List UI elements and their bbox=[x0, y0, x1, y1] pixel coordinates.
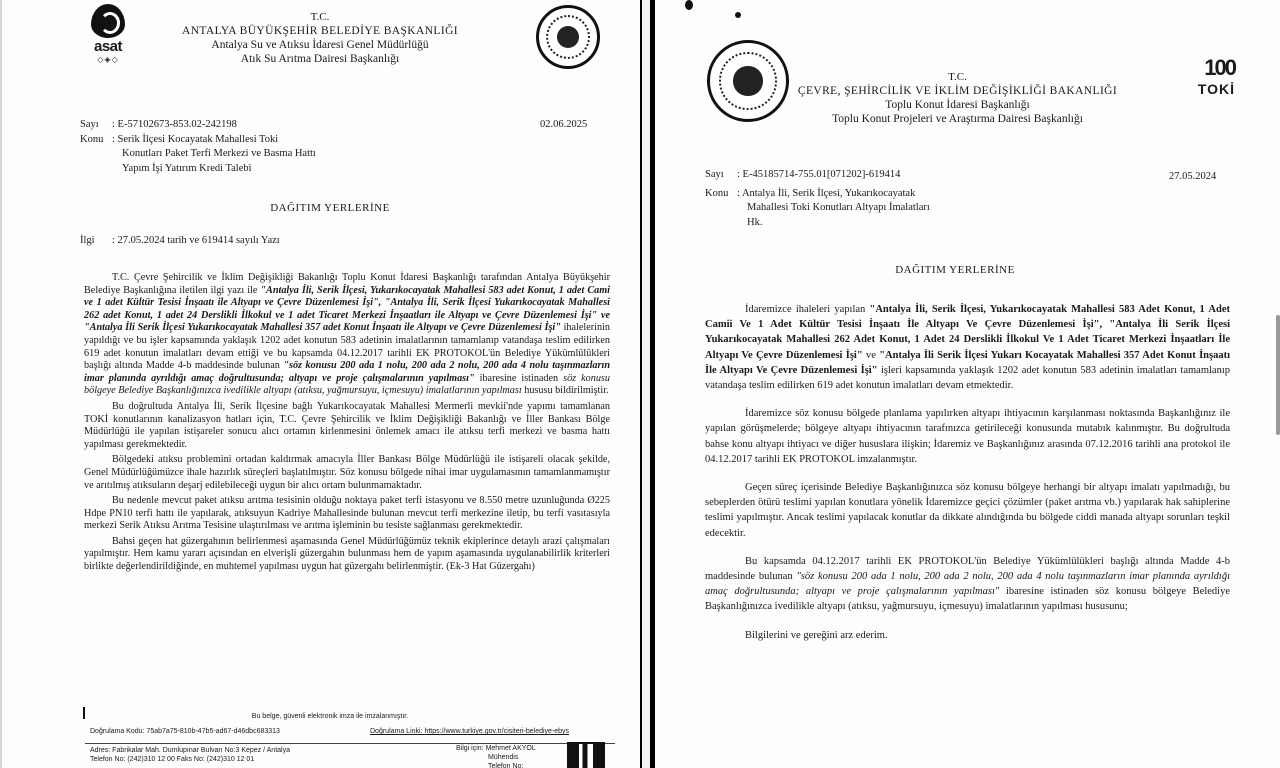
scan-speck bbox=[735, 12, 741, 18]
left-dept1: Antalya Su ve Atıksu İdaresi Genel Müdürlüğü bbox=[211, 39, 429, 51]
left-letterhead bbox=[170, 10, 470, 66]
contact-phone: Telefon No: bbox=[488, 763, 524, 768]
right-konu-label: Konu bbox=[705, 187, 729, 199]
right-body bbox=[705, 302, 1230, 656]
sayi-value: : E-57102673-853.02-242198 bbox=[112, 119, 237, 130]
right-document-page bbox=[655, 0, 1280, 768]
left-dept2: Atık Su Arıtma Dairesi Başkanlığı bbox=[240, 53, 400, 65]
ilgi-label: İlgi bbox=[80, 235, 95, 246]
left-paragraph-1: T.C. Çevre Şehircilik ve İklim Değişikliği Bakanlığı Toplu Konut İdaresi Başkanlığı tarafından Antalya Büyükşehir Belediye Başkanlığına iletilen ilgi yazı ile "Antalya İli, Serik İlçesi, Yukarıkocayatak Mahallesi 583 adet Konut, 1 adet Cami ve 1 adet Kültür Tesisi İnşaatı ile Altyapı ve Çevre Düzenlemesi İşi", "Antalya İli, Serik İlçesi Yukarıkocayatak Mahallesi 262 adet Konut, 1 adet 24 Derslikli İlkokul ve 1 adet Ticaret Merkezi İnşaatları ile Altyapı ve Çevre Düzenlemesi İşi" ve "Antalya İli Serik İlçesi Yukarıkocayatak Mahallesi 357 adet Konut İnşaatı ile Altyapı ve Çevre Düzenlemesi İşi" ihalelerinin yapıldığı ve bu işler kapsamında yaklaşık 1202 adet konutun 583 adetinin imalatlarının tamamlanıp vatandaşa teslim edilirken 619 adet konutun imalatları devam ettiği ve bu kapsamda 04.12.2017 tarihli EK PROTOKOL'ün Belediye Yükümlülükleri başlığı altında Madde 4-b maddesinde bulunan "söz konusu 200 ada 1 nolu, 200 ada 2 nolu, 200 ada 4 nolu taşınmazların imar planında ayrıldığı amaç doğrultusunda; altyapı ve proje çalışmalarının yapılması" ibaresine istinaden söz konusu bölgeye Belediye Başkanlığınızca ivedilikle altyapı (atıksu, yağmursuyu, içmesuyu) imalatlarının yapılması hususu bildirilmiştir. bbox=[84, 272, 610, 397]
left-paragraph-5: Bahsi geçen hat güzergahının belirlenmesi aşamasında Genel Müdürlüğümüz teknik ekiplerince detaylı arazi çalışmaları yapılmıştır. Hem kamu yararı açısından en elverişli güzergahın bulunması hem de yapım aşamasında uygulanabilirlik kriterleri birlikte değerlendirildiğinde, en muhtemel yapılması uygun hat güzergahı belirlenmiştir. (Ek-3 Hat Güzergahı) bbox=[84, 535, 610, 573]
ilgi-value: : 27.05.2024 tarih ve 619414 sayılı Yazı bbox=[112, 235, 280, 246]
right-konu-line1: : Antalya İli, Serik İlçesi, Yukarıkocayatak bbox=[737, 187, 916, 199]
right-tc: T.C. bbox=[948, 71, 967, 83]
footer-address bbox=[90, 746, 290, 764]
left-tc: T.C. bbox=[310, 11, 330, 23]
right-paragraph-4: Bu kapsamda 04.12.2017 tarihli EK PROTOKOL'ün Belediye Yükümlülükleri başlığı altında Madde 4-b maddesinde bulunan "söz konusu 200 ada 1 nolu, 200 ada 2 nolu, 200 ada 4 nolu taşınmazların imar planında ayrıldığı amaç doğrultusunda; altyapı ve proje çalışmalarının yapılması" ibaresine istinaden söz konusu bölgeye Belediye Başkanlığınızca ivedilikle altyapı (atıksu, yağmursuyu, içmesuyu) imalatlarının yapılması hususunu; bbox=[705, 555, 1231, 613]
konu-line1: : Serik İlçesi Kocayatak Mahallesi Toki bbox=[112, 133, 279, 145]
left-paragraph-4: Bu nedenle mevcut paket atıksu arıtma tesisinin olduğu noktaya paket terfi istasyonu ve 8.550 metre uzunluğunda Ø225 Hdpe PN10 terfi hattı ile yapılarak, atıksuyun Kadriye Mahallesinde bulunan mevcut terfi merkezine iletip, bu terfi vasıtasıyla merkezi Serik Atıksu Arıtma Tesisine ulaştırılması ve arıtma işleminin bu tesiste sağlanması gerekmektedir. bbox=[84, 495, 610, 532]
water-drop-icon bbox=[91, 4, 125, 38]
footer-phone-line: Telefon No: (242)310 12 00 Faks No: (242)310 12 01 bbox=[90, 756, 255, 763]
scan-speck bbox=[685, 0, 693, 10]
right-sayi-label: Sayı bbox=[705, 169, 724, 180]
contact-title: Mühendis bbox=[488, 754, 519, 761]
toki-wordmark: TOKİ bbox=[1197, 81, 1235, 97]
ministry-seal-icon bbox=[707, 40, 789, 122]
left-paragraph-3: Bölgedeki atıksu problemini ortadan kaldırmak amacıyla İller Bankası Bölge Müdürlüğü ile istişareli olacak şekilde, Genel Müdürlüğümüzce ihale hazırlık süreçleri başlatılmıştır. Söz konusu bölgede nihai imar uygulamasının tamamlanmamıştır ve arıtılmış atıksuların deşarj edilebileceği uygun bir alıcı ortam bulunmamaktadır. bbox=[84, 454, 610, 491]
asat-wordmark: asat bbox=[93, 38, 123, 55]
right-dept1: Toplu Konut İdaresi Başkanlığı bbox=[885, 99, 1030, 111]
margin-mark bbox=[83, 707, 85, 719]
sayi-label: Sayı bbox=[80, 119, 99, 130]
konu-line2: Konutları Paket Terfi Merkezi ve Basma Hattı bbox=[122, 148, 316, 159]
right-paragraph-2: İdaremizce söz konusu bölgede planlama yapılırken altyapı ihtiyacının karşılanması noktasında Başkanlığınız ile yapılan görüşmelerde; bölgeye altyapı ihtiyacının tarafınızca getirileceği konusunda mutabık kalınmıştır. Bu doğrultuda bahse konu altyapı ihtiyacı ve diğer hususlara ilişkin; İdaremiz ve Başkanlığınız arasında 07.12.2016 tarihli ana protokol ile 04.12.2017 tarihli EK PROTOKOL imzalanmıştır. bbox=[705, 408, 1230, 465]
footer-contact bbox=[456, 744, 536, 768]
seal-icon bbox=[536, 5, 600, 69]
right-paragraph-1: İdaremizce ihaleleri yapılan "Antalya İli, Serik İlçesi, Yukarıkocayatak Mahallesi 583 Adet Konut, 1 Adet Camii Ve 1 Adet Kültür Tesisi İnşaatı İle Altyapı Ve Çevre Düzenlemesi İşi", "Antalya İli Serik İlçesi Yukarıkocayatak Mahallesi 262 Adet Konut, 1 Adet 24 Derslikli İlkokul Ve 1 Adet Ticaret Merkezi İnşaatları İle Altyapı Ve Çevre Düzenlemesi İşi" ve "Antalya İli Serik İlçesi Yukarı Kocayatak Mahallesi 357 Adet Konut İnşaatı İle Altyapı Ve Çevre Düzenlemesi İşi" işleri kapsamında yaklaşık 1202 adet konutun 583 adetinin imalatları tamamlanıp vatandaşa teslim edilirken 619 adet konutun imalatları devam etmektedir. bbox=[705, 304, 1230, 392]
contact-person: Bilgi için: Mehmet AKYOL bbox=[456, 745, 536, 752]
right-letterhead bbox=[780, 70, 1135, 126]
right-ministry: ÇEVRE, ŞEHİRCİLİK VE İKLİM DEĞİŞİKLİĞİ BAKANLIĞI bbox=[797, 85, 1118, 97]
family-year-seal bbox=[535, 5, 601, 69]
verify-code: Doğrulama Kodu: 75ab7a75-810b-47b5-ad67-d46dbc683313 bbox=[90, 728, 280, 735]
asat-ornament: ◇◈◇ bbox=[97, 55, 119, 64]
left-paragraph-2: Bu doğrultuda Antalya İli, Serik İlçesine bağlı Yukarıkocayatak Mahallesi Mermerli mevkii'nde yapımı tamamlanan TOKİ konutlarının kanalizasyon hatları için, T.C. Çevre Şehircilik ve İklim Değişikliği Bakanlığı ve İller Bankası Bölge Müdürlüğü ile yapılan istişareler sonucu alıcı ortamın kirlenmesini önlemek amacı ile atıksu terfi merkezi ve basma hattı yapılması gerekmektedir. bbox=[84, 400, 610, 450]
right-date: 27.05.2024 bbox=[1169, 171, 1217, 182]
qr-code-icon bbox=[567, 742, 605, 768]
right-sayi-value: : E-45185714-755.01[071202]-619414 bbox=[737, 169, 901, 180]
ministry-seal bbox=[707, 40, 787, 122]
konu-line3: Yapım İşi Yatırım Kredi Talebi bbox=[122, 162, 252, 174]
right-konu-line3: Hk. bbox=[747, 216, 763, 228]
right-closing: Bilgilerini ve gereğini arz ederim. bbox=[745, 629, 888, 641]
left-date: 02.06.2025 bbox=[540, 119, 588, 130]
page-divider bbox=[640, 0, 655, 768]
right-distribution-heading: DAĞITIM YERLERİNE bbox=[895, 264, 1015, 276]
footer-address-line: Adres: Fabrikalar Mah. Dumlupınar Bulvarı No:3 Kepez / Antalya bbox=[90, 747, 290, 754]
asat-logo bbox=[85, 4, 131, 74]
toki-logo bbox=[1155, 55, 1235, 97]
right-dept2: Toplu Konut Projeleri ve Araştırma Dairesi Başkanlığı bbox=[832, 113, 1083, 125]
left-body bbox=[84, 272, 610, 577]
left-meta-block bbox=[80, 118, 610, 176]
konu-label: Konu bbox=[80, 133, 104, 145]
page-edge bbox=[0, 0, 2, 768]
toki-100-mark: 100 bbox=[1204, 55, 1235, 80]
esign-note: Bu belge, güvenli elektronik imza ile imzalanmıştır. bbox=[251, 713, 409, 720]
left-org-name: ANTALYA BÜYÜKŞEHİR BELEDİYE BAŞKANLIĞI bbox=[181, 25, 459, 37]
right-paragraph-3: Geçen süreç içerisinde Belediye Başkanlığınızca söz konusu bölgeye herhangi bir altyapı imalatı yapılmadığı, bu sebeplerden ötürü teslimi yapılan konutlara yönelik İdaremizce geçici çözümler (paket arıtma vb.) yapılarak hak sahiplerine teslimi yapılmıştır. Ancak teslimi yapılacak konutlar da dikkate alındığında bu bölgede ciddi manada altyapı sorunları teşkil edecektir. bbox=[705, 482, 1230, 539]
right-konu-line2: Mahallesi Toki Konutları Altyapı İmalatları bbox=[747, 202, 930, 213]
left-distribution-heading: DAĞITIM YERLERİNE bbox=[270, 202, 390, 214]
verify-link[interactable]: Doğrulama Linki: https://www.turkiye.gov.tr/cisiteri-belediye-ebys bbox=[370, 728, 570, 735]
scrollbar-thumb[interactable] bbox=[1276, 315, 1280, 435]
ilgi-line bbox=[80, 234, 280, 249]
right-meta-block bbox=[705, 168, 1225, 230]
